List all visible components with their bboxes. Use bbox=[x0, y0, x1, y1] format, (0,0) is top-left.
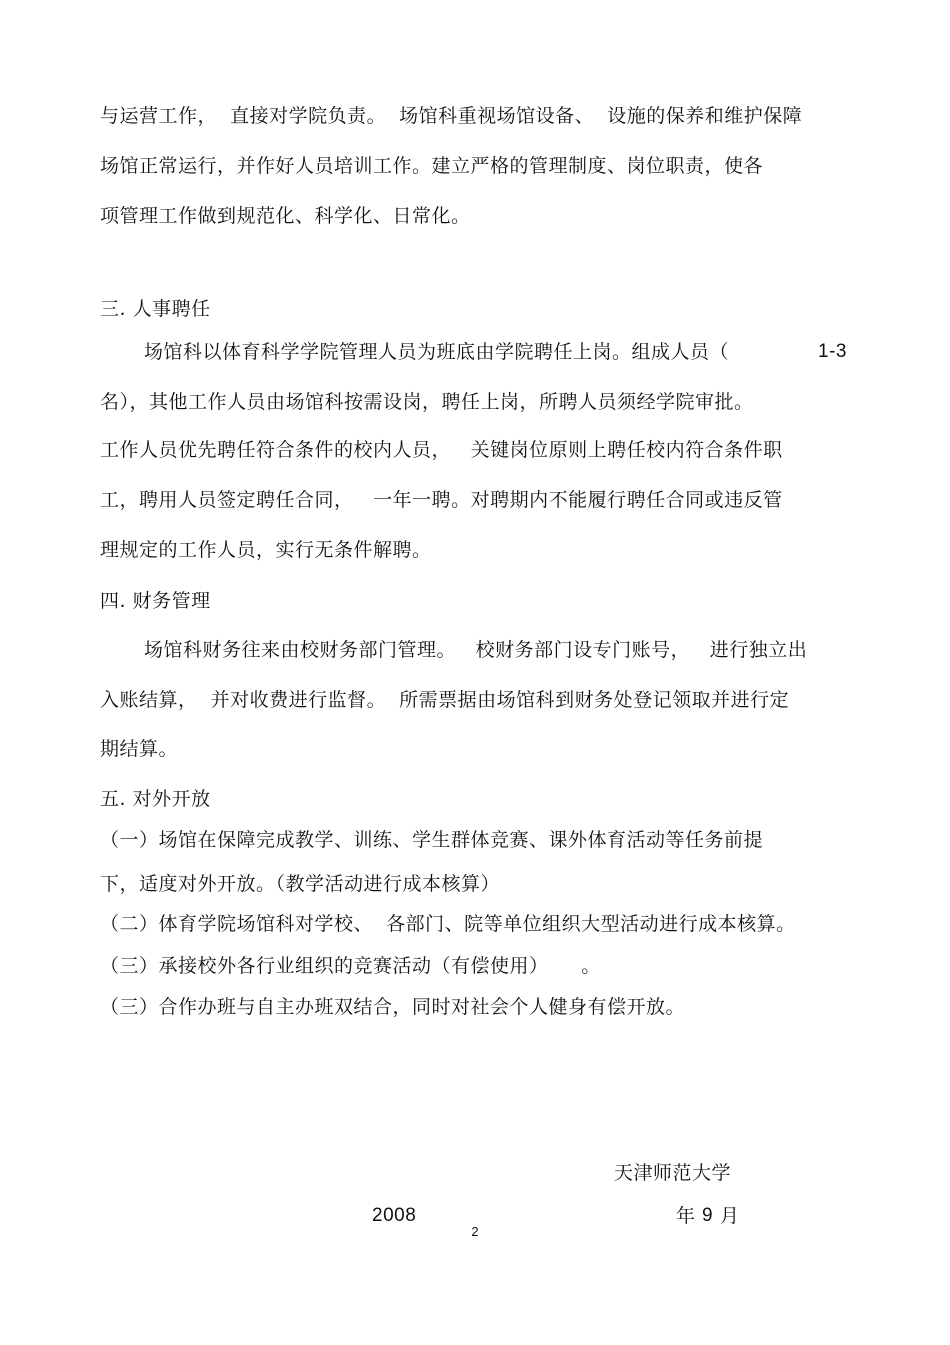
section3-line-4: 工，聘用人员签定聘任合同， 一年一聘。对聘期内不能履行聘任合同或违反管 bbox=[100, 489, 783, 511]
section4-heading: 四. 财务管理 bbox=[100, 590, 211, 612]
section5-item4: （三）合作办班与自主办班双结合，同时对社会个人健身有偿开放。 bbox=[100, 996, 686, 1018]
section5-heading: 五. 对外开放 bbox=[100, 788, 211, 810]
signature-month-suffix: 月 bbox=[720, 1205, 740, 1227]
section3-line-1: 场馆科以体育科学学院管理人员为班底由学院聘任上岗。组成人员（ bbox=[144, 341, 730, 363]
section5-item1-line-2: 下，适度对外开放。（教学活动进行成本核算） bbox=[100, 873, 501, 895]
signature-month: 9 bbox=[702, 1205, 714, 1226]
section3-line-5: 理规定的工作人员，实行无条件解聘。 bbox=[100, 539, 432, 561]
section5-item1-line-1: （一）场馆在保障完成教学、训练、学生群体竞赛、课外体育活动等任务前提 bbox=[100, 829, 764, 851]
section5-item2: （二）体育学院场馆科对学校、 各部门、院等单位组织大型活动进行成本核算。 bbox=[100, 913, 796, 935]
section4-line-2: 入账结算， 并对收费进行监督。 所需票据由场馆科到财务处登记领取并进行定 bbox=[100, 689, 790, 711]
section3-line-3: 工作人员优先聘任符合条件的校内人员， 关键岗位原则上聘任校内符合条件职 bbox=[100, 439, 783, 461]
section3-line-1-number: 1-3 bbox=[818, 341, 847, 362]
intro-line-3: 项管理工作做到规范化、科学化、日常化。 bbox=[100, 205, 471, 227]
signature-year-suffix: 年 bbox=[676, 1205, 696, 1227]
signature-year: 2008 bbox=[372, 1205, 417, 1226]
signature-org: 天津师范大学 bbox=[614, 1162, 732, 1184]
section4-line-3: 期结算。 bbox=[100, 738, 179, 760]
intro-line-2: 场馆正常运行，并作好人员培训工作。建立严格的管理制度、岗位职责，使各 bbox=[100, 155, 764, 177]
section3-heading: 三. 人事聘任 bbox=[100, 298, 211, 320]
intro-line-1: 与运营工作， 直接对学院负责。 场馆科重视场馆设备、 设施的保养和维护保障 bbox=[100, 105, 803, 127]
section5-item3: （三）承接校外各行业组织的竞赛活动（有偿使用） 。 bbox=[100, 955, 601, 977]
section3-line-2: 名），其他工作人员由场馆科按需设岗，聘任上岗，所聘人员须经学院审批。 bbox=[100, 391, 754, 413]
section4-line-1: 场馆科财务往来由校财务部门管理。 校财务部门设专门账号， 进行独立出 bbox=[144, 639, 808, 661]
page-number: 2 bbox=[471, 1224, 479, 1239]
